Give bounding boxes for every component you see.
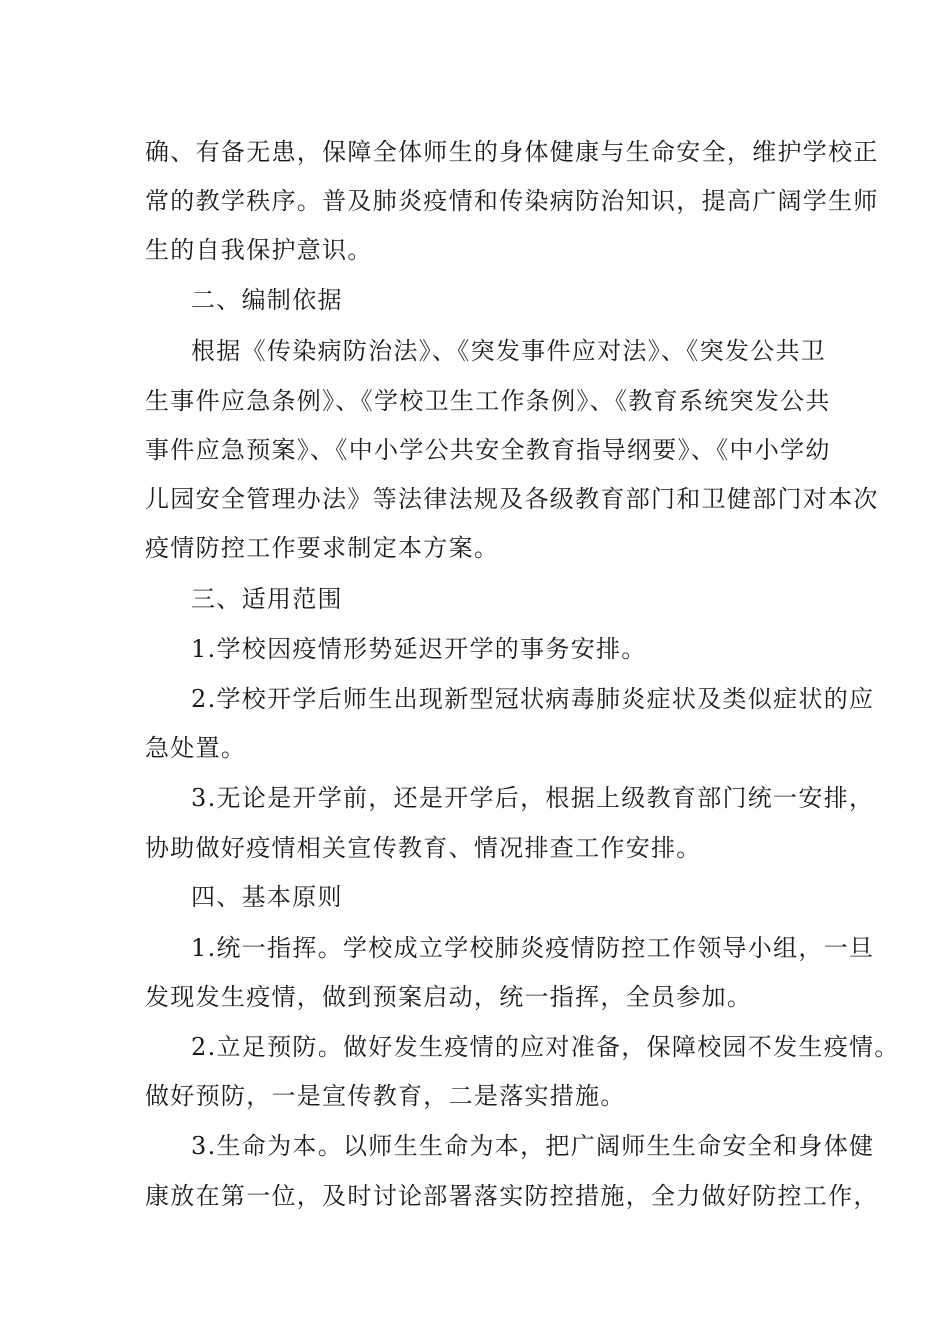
body-line: 事件应急预案》、《中小学公共安全教育指导纲要》、《中小学幼 (145, 436, 831, 464)
section-heading: 三、适用范围 (191, 585, 343, 613)
body-line: 协助做好疫情相关宣传教育、情况排查工作安排。 (145, 834, 702, 862)
body-line: 疫情防控工作要求制定本方案。 (145, 534, 500, 562)
body-line: 急处置。 (145, 734, 247, 762)
section-heading: 二、编制依据 (191, 286, 343, 314)
section-heading: 四、基本原则 (191, 883, 343, 911)
body-line: 生的自我保护意识。 (145, 236, 373, 264)
body-line: 发现发生疫情，做到预案启动，统一指挥，全员参加。 (145, 983, 753, 1011)
list-item: 3.无论是开学前，还是开学后，根据上级教育部门统一安排， (191, 784, 875, 812)
body-line: 做好预防，一是宣传教育，二是落实措施。 (145, 1082, 626, 1110)
list-item: 1.学校因疫情形势延迟开学的事务安排。 (191, 635, 647, 663)
body-line: 根据《传染病防治法》、《突发事件应对法》、《突发公共卫 (191, 337, 827, 365)
body-line: 康放在第一位，及时讨论部署落实防控措施，全力做好防控工作， (145, 1182, 879, 1210)
body-line: 常的教学秩序。普及肺炎疫情和传染病防治知识，提高广阔学生师 (145, 187, 879, 215)
list-item: 2.学校开学后师生出现新型冠状病毒肺炎症状及类似症状的应 (191, 685, 875, 713)
body-line: 儿园安全管理办法》等法律法规及各级教育部门和卫健部门对本次 (145, 485, 879, 513)
body-line: 生事件应急条例》、《学校卫生工作条例》、《教育系统突发公共 (145, 387, 831, 415)
list-item: 3.生命为本。以师生生命为本，把广阔师生生命安全和身体健 (191, 1132, 875, 1160)
list-item: 2.立足预防。做好发生疫情的应对准备，保障校园不发生疫情。 (191, 1033, 900, 1061)
list-item: 1.统一指挥。学校成立学校肺炎疫情防控工作领导小组，一旦 (191, 934, 875, 962)
body-line: 确、有备无患，保障全体师生的身体健康与生命安全，维护学校正 (145, 138, 879, 166)
